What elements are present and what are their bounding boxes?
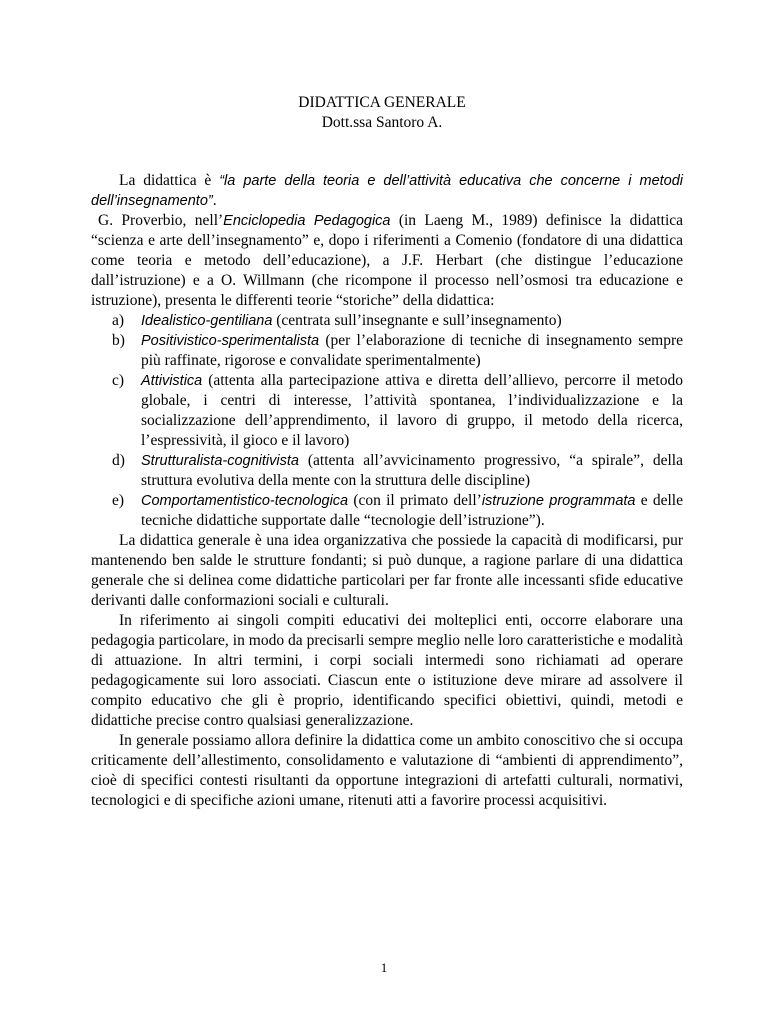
proverbio-text-b: (in Laeng M., 1989) definisce la didattica “scienza e arte dell’insegnamento” e, dopo i riferimenti a Comenio (fondatore di una didattica come teoria e metodo dell’educazione), a J.F. Herbart (che distingue l’educazione dall’istruzione) e a O. Willmann (che ricompone il processo nell’osmosi tra educazione e istruzione), presenta le differenti teorie “storiche” della didattica: [91,212,684,309]
list-item [112,451,683,491]
theory-name: Attivistica [141,373,203,389]
theory-name: Positivistico-sperimentalista [141,333,320,349]
theory-name: Idealistico-gentiliana [141,313,273,329]
theories-list [91,311,683,531]
intro-lead: La didattica è [119,172,220,189]
list-marker: b) [112,332,125,349]
intro-paragraph [91,171,683,211]
theory-name: Strutturalista-cognitivista [141,453,299,469]
body-paragraph-general: La didattica generale è una idea organizzativa che possiede la capacità di modificarsi, pur mantenendo ben salde le strutture fondanti; si può dunque, a ragione parlare di una didattica generale che si delinea come didattiche particolari per far fronte alle incessanti sfide educative derivanti dalle conformazioni sociali e culturali. [91,532,683,609]
theory-desc: (attenta alla partecipazione attiva e diretta dell’allievo, percorre il metodo globale, i centri di interesse, l’attività spontanea, l’individualizzazione e la socializzazione dell’apprendimento, il lavoro di gruppo, il metodo della ricerca, l’espressività, il gioco e il lavoro) [141,372,683,449]
theory-desc: (con il primato dell’ [348,492,482,509]
list-item [112,491,683,531]
list-item [112,371,683,451]
intro-quote: “la parte della teoria e dell’attività educativa che concerne i metodi dell’insegnamento” [91,173,684,209]
theory-desc: (centrata sull’insegnante e sull’insegnamento) [272,312,562,329]
theory-extra-term: istruzione programmata [481,493,636,509]
body-paragraph-enti: In riferimento ai singoli compiti educativi dei molteplici enti, occorre elaborare una pedagogia particolare, in modo da precisarli sempre meglio nelle loro caratteristiche e modalità di attuazione. In altri termini, i corpi sociali intermedi sono richiamati ad operare pedagogicamente sui loro associati. Ciascun ente o istituzione deve mirare ad assolvere il compito educativo che gli è proprio, identificando specifici obiettivi, quindi, metodi e didattiche precise contro qualsiasi generalizzazione. [91,612,683,729]
list-item [112,311,683,331]
list-item [112,331,683,371]
theory-name: Comportamentistico-tecnologica [141,493,349,509]
proverbio-text-a: G. Proverbio, nell’ [98,212,224,229]
encyclopedia-title: Enciclopedia Pedagogica [223,213,391,229]
list-marker: d) [112,452,125,469]
theory-desc-end: e delle tecniche didattiche supportate dalle “tecnologie dell’istruzione”). [141,492,683,529]
document-title: DIDATTICA GENERALE [298,94,466,111]
page-number: 1 [380,960,388,975]
list-marker: a) [112,312,125,329]
list-marker: c) [112,372,125,389]
intro-end: . [212,192,217,209]
body-paragraph-definition: In generale possiamo allora definire la didattica come un ambito conoscitivo che si occupa criticamente dell’allestimento, consolidamento e valutazione di “ambienti di apprendimento”, cioè di specifici contesti risultanti da opportune integrazioni di artefatti culturali, normativi, tecnologici e di specifiche azioni umane, ritenuti atti a favorire processi acquisitivi. [91,732,683,809]
list-marker: e) [112,492,125,509]
theory-desc: (attenta all’avvicinamento progressivo, “a spirale”, della struttura evolutiva della mente con la struttura delle discipline) [141,452,683,489]
theory-desc: (per l’elaborazione di tecniche di insegnamento sempre più raffinate, rigorose e convalidate sperimentalmente) [141,332,683,369]
document-author: Dott.ssa Santoro A. [321,114,443,131]
proverbio-paragraph [91,211,683,311]
